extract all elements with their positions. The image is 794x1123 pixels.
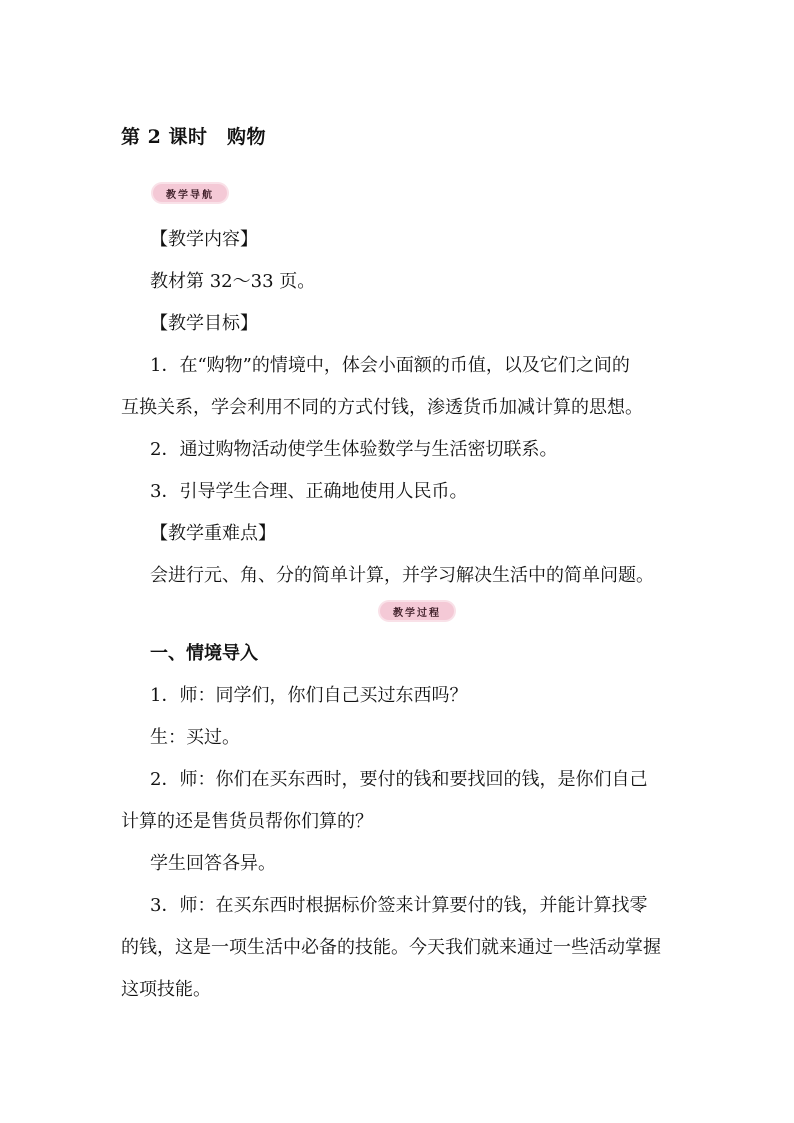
answer-1: 生：买过。: [150, 727, 240, 748]
goal-2: 2．通过购物活动使学生体验数学与生活密切联系。: [150, 439, 558, 460]
question-2-line-1: 2．师：你们在买东西时，要付的钱和要找回的钱，是你们自己: [150, 769, 648, 790]
goal-1-line-1: 1．在“购物”的情境中，体会小面额的币值，以及它们之间的: [150, 355, 630, 376]
key-points-text: 会进行元、角、分的简单计算，并学习解决生活中的简单问题。: [150, 565, 654, 586]
goal-3: 3．引导学生合理、正确地使用人民币。: [150, 481, 468, 502]
teaching-navigation-badge: 教学导航: [153, 184, 227, 202]
question-3-line-2: 的钱，这是一项生活中必备的技能。今天我们就来通过一些活动掌握: [121, 937, 661, 958]
lesson-title: 第 2 课时 购物: [121, 126, 266, 148]
section-heading-content: 【教学内容】: [150, 229, 258, 250]
teaching-process-badge: 教学过程: [380, 602, 454, 620]
section-heading-intro: 一、情境导入: [150, 643, 258, 664]
section-heading-key-points: 【教学重难点】: [150, 523, 276, 544]
question-1: 1．师：同学们，你们自己买过东西吗？: [150, 685, 468, 706]
question-2-line-2: 计算的还是售货员帮你们算的？: [121, 811, 373, 832]
question-3-line-1: 3．师：在买东西时根据标价签来计算要付的钱，并能计算找零: [150, 895, 648, 916]
question-3-line-3: 这项技能。: [121, 979, 211, 1000]
answer-2: 学生回答各异。: [150, 853, 276, 874]
content-text: 教材第 32～33 页。: [150, 271, 316, 292]
section-heading-goals: 【教学目标】: [150, 313, 258, 334]
goal-1-line-2: 互换关系，学会利用不同的方式付钱，渗透货币加减计算的思想。: [121, 397, 643, 418]
